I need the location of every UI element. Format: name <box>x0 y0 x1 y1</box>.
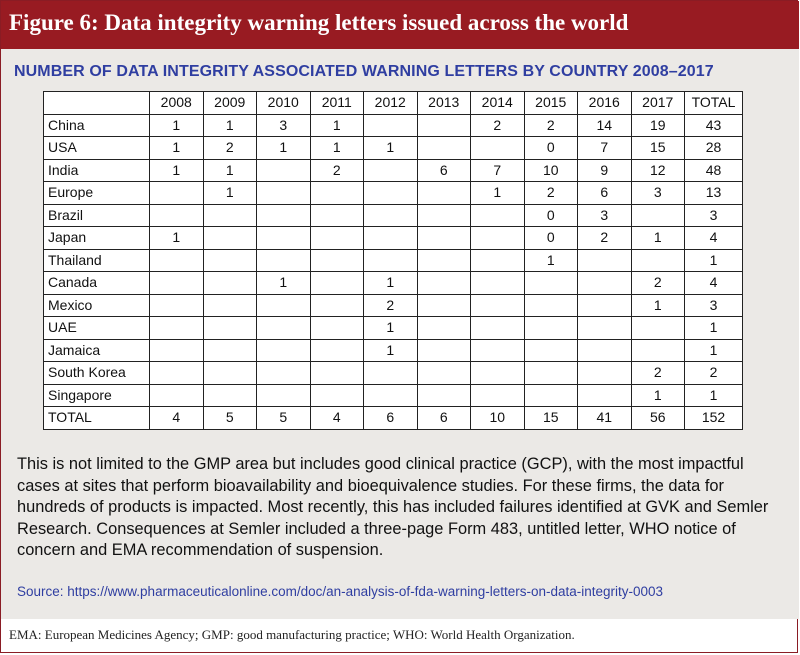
country-cell: Thailand <box>44 249 150 272</box>
value-cell: 19 <box>631 114 685 137</box>
value-cell <box>578 317 632 340</box>
table-row <box>44 159 743 182</box>
value-cell <box>471 317 525 340</box>
value-cell <box>471 137 525 160</box>
source-link[interactable]: Source: https://www.pharmaceuticalonline.com/doc/an-analysis-of-fda-warning-letters-on-data-integrity-0003 <box>17 584 664 599</box>
value-cell <box>364 114 418 137</box>
value-cell: 2 <box>364 294 418 317</box>
value-cell <box>257 249 311 272</box>
value-cell <box>417 384 471 407</box>
value-cell <box>203 362 257 385</box>
value-cell <box>310 384 364 407</box>
country-cell: Brazil <box>44 204 150 227</box>
value-cell <box>257 317 311 340</box>
figure-banner <box>1 1 799 49</box>
value-cell <box>417 114 471 137</box>
country-cell: Europe <box>44 182 150 205</box>
table-row <box>44 339 743 362</box>
country-cell: China <box>44 114 150 137</box>
country-cell: TOTAL <box>44 407 150 430</box>
total-cell: 3 <box>685 204 743 227</box>
header-cell: 2012 <box>364 92 418 115</box>
value-cell: 1 <box>203 182 257 205</box>
header-cell: 2016 <box>578 92 632 115</box>
value-cell <box>203 384 257 407</box>
value-cell <box>578 294 632 317</box>
value-cell <box>417 294 471 317</box>
country-cell: Canada <box>44 272 150 295</box>
table-row <box>44 182 743 205</box>
value-cell <box>364 227 418 250</box>
value-cell <box>203 272 257 295</box>
value-cell <box>203 249 257 272</box>
value-cell: 1 <box>150 137 204 160</box>
table-row <box>44 137 743 160</box>
value-cell <box>310 204 364 227</box>
value-cell <box>150 384 204 407</box>
value-cell: 2 <box>524 114 578 137</box>
value-cell: 1 <box>631 384 685 407</box>
value-cell <box>257 159 311 182</box>
value-cell: 5 <box>203 407 257 430</box>
value-cell <box>417 339 471 362</box>
value-cell <box>364 384 418 407</box>
value-cell: 3 <box>578 204 632 227</box>
value-cell <box>150 249 204 272</box>
value-cell: 1 <box>364 272 418 295</box>
table-row <box>44 227 743 250</box>
value-cell: 1 <box>631 227 685 250</box>
value-cell: 2 <box>203 137 257 160</box>
total-cell: 1 <box>685 384 743 407</box>
value-cell <box>417 362 471 385</box>
value-cell <box>203 204 257 227</box>
value-cell <box>257 182 311 205</box>
value-cell: 1 <box>203 114 257 137</box>
total-cell: 28 <box>685 137 743 160</box>
value-cell <box>257 362 311 385</box>
value-cell <box>524 317 578 340</box>
country-cell: Singapore <box>44 384 150 407</box>
value-cell: 1 <box>364 339 418 362</box>
value-cell: 1 <box>524 249 578 272</box>
value-cell: 1 <box>310 114 364 137</box>
value-cell: 1 <box>257 137 311 160</box>
value-cell <box>150 339 204 362</box>
header-cell: 2014 <box>471 92 525 115</box>
value-cell <box>417 182 471 205</box>
value-cell <box>310 249 364 272</box>
value-cell <box>417 272 471 295</box>
header-cell: 2010 <box>257 92 311 115</box>
value-cell: 0 <box>524 227 578 250</box>
value-cell <box>203 227 257 250</box>
total-cell: 2 <box>685 362 743 385</box>
value-cell <box>524 362 578 385</box>
value-cell <box>257 339 311 362</box>
total-cell: 13 <box>685 182 743 205</box>
value-cell: 3 <box>631 182 685 205</box>
value-cell <box>364 362 418 385</box>
total-cell: 152 <box>685 407 743 430</box>
total-cell: 4 <box>685 227 743 250</box>
value-cell: 9 <box>578 159 632 182</box>
value-cell: 3 <box>257 114 311 137</box>
total-cell: 48 <box>685 159 743 182</box>
header-cell: 2017 <box>631 92 685 115</box>
total-cell: 1 <box>685 339 743 362</box>
header-cell: 2013 <box>417 92 471 115</box>
value-cell: 2 <box>578 227 632 250</box>
table-header-row <box>44 92 743 115</box>
value-cell <box>471 227 525 250</box>
value-cell <box>364 182 418 205</box>
value-cell: 0 <box>524 204 578 227</box>
body-text: This is not limited to the GMP area but includes good clinical practice (GCP), with the most impactful cases at sites that perform bioavailability and bioequivalence studies. For these firms, the data for hundreds of products is impacted. Most recently, this has included failures identified at GVK and Semler Research. Consequences at Semler included a three-page Form 483, untitled letter, WHO notice of concern and EMA recommendation of suspension. <box>17 455 769 559</box>
total-row <box>44 407 743 430</box>
total-cell: 43 <box>685 114 743 137</box>
value-cell <box>364 204 418 227</box>
value-cell: 4 <box>150 407 204 430</box>
value-cell <box>310 227 364 250</box>
value-cell <box>471 272 525 295</box>
header-cell: TOTAL <box>685 92 743 115</box>
value-cell <box>310 339 364 362</box>
value-cell: 12 <box>631 159 685 182</box>
header-cell: 2009 <box>203 92 257 115</box>
table-row <box>44 384 743 407</box>
value-cell: 1 <box>150 114 204 137</box>
value-cell <box>203 339 257 362</box>
value-cell <box>310 317 364 340</box>
value-cell: 10 <box>471 407 525 430</box>
value-cell <box>364 249 418 272</box>
country-cell: South Korea <box>44 362 150 385</box>
value-cell: 1 <box>471 182 525 205</box>
value-cell: 1 <box>364 137 418 160</box>
value-cell <box>578 272 632 295</box>
body-paragraph <box>17 454 787 562</box>
value-cell: 1 <box>150 227 204 250</box>
table-row <box>44 294 743 317</box>
value-cell <box>417 249 471 272</box>
value-cell <box>471 294 525 317</box>
table-row <box>44 204 743 227</box>
header-cell: 2015 <box>524 92 578 115</box>
value-cell <box>150 294 204 317</box>
value-cell: 4 <box>310 407 364 430</box>
value-cell: 15 <box>631 137 685 160</box>
value-cell <box>203 317 257 340</box>
value-cell <box>524 384 578 407</box>
table-row <box>44 272 743 295</box>
header-cell: 2011 <box>310 92 364 115</box>
header-cell <box>44 92 150 115</box>
value-cell <box>203 294 257 317</box>
value-cell: 7 <box>471 159 525 182</box>
value-cell <box>150 362 204 385</box>
total-cell: 1 <box>685 317 743 340</box>
country-cell: Japan <box>44 227 150 250</box>
value-cell <box>310 182 364 205</box>
value-cell: 1 <box>310 137 364 160</box>
value-cell <box>578 249 632 272</box>
value-cell: 41 <box>578 407 632 430</box>
value-cell: 6 <box>417 159 471 182</box>
value-cell: 1 <box>631 294 685 317</box>
figure-title: Figure 6: Data integrity warning letters issued across the world <box>9 10 629 35</box>
header-cell: 2008 <box>150 92 204 115</box>
country-cell: India <box>44 159 150 182</box>
table-row <box>44 317 743 340</box>
value-cell <box>257 204 311 227</box>
value-cell <box>631 317 685 340</box>
value-cell: 56 <box>631 407 685 430</box>
country-cell: USA <box>44 137 150 160</box>
table-row <box>44 362 743 385</box>
value-cell: 2 <box>310 159 364 182</box>
value-cell: 0 <box>524 137 578 160</box>
value-cell: 15 <box>524 407 578 430</box>
value-cell <box>578 339 632 362</box>
value-cell <box>524 272 578 295</box>
value-cell: 2 <box>631 272 685 295</box>
country-cell: Mexico <box>44 294 150 317</box>
value-cell <box>524 294 578 317</box>
value-cell: 6 <box>578 182 632 205</box>
value-cell: 10 <box>524 159 578 182</box>
value-cell <box>524 339 578 362</box>
value-cell: 1 <box>150 159 204 182</box>
country-cell: Jamaica <box>44 339 150 362</box>
value-cell <box>150 204 204 227</box>
value-cell: 2 <box>524 182 578 205</box>
value-cell <box>150 272 204 295</box>
value-cell <box>310 362 364 385</box>
value-cell <box>310 272 364 295</box>
value-cell: 6 <box>364 407 418 430</box>
value-cell: 6 <box>417 407 471 430</box>
value-cell <box>471 204 525 227</box>
value-cell: 14 <box>578 114 632 137</box>
value-cell <box>364 159 418 182</box>
value-cell <box>578 384 632 407</box>
value-cell: 1 <box>257 272 311 295</box>
value-cell <box>631 249 685 272</box>
value-cell <box>417 137 471 160</box>
value-cell <box>417 204 471 227</box>
value-cell <box>150 317 204 340</box>
value-cell <box>417 227 471 250</box>
value-cell <box>417 317 471 340</box>
country-cell: UAE <box>44 317 150 340</box>
table-row <box>44 249 743 272</box>
value-cell <box>471 249 525 272</box>
value-cell: 1 <box>203 159 257 182</box>
value-cell: 5 <box>257 407 311 430</box>
total-cell: 3 <box>685 294 743 317</box>
value-cell <box>257 384 311 407</box>
value-cell: 2 <box>631 362 685 385</box>
value-cell <box>150 182 204 205</box>
value-cell <box>578 362 632 385</box>
table-title: NUMBER OF DATA INTEGRITY ASSOCIATED WARNING LETTERS BY COUNTRY 2008–2017 <box>14 63 714 80</box>
value-cell <box>257 294 311 317</box>
value-cell: 7 <box>578 137 632 160</box>
table-row <box>44 114 743 137</box>
value-cell <box>631 339 685 362</box>
value-cell <box>471 384 525 407</box>
value-cell <box>310 294 364 317</box>
warning-letters-table <box>43 91 743 430</box>
value-cell <box>471 339 525 362</box>
footnote: EMA: European Medicines Agency; GMP: good manufacturing practice; WHO: World Health Organization. <box>9 627 575 642</box>
total-cell: 4 <box>685 272 743 295</box>
value-cell <box>631 204 685 227</box>
total-cell: 1 <box>685 249 743 272</box>
value-cell <box>471 362 525 385</box>
value-cell: 2 <box>471 114 525 137</box>
value-cell <box>257 227 311 250</box>
value-cell: 1 <box>364 317 418 340</box>
